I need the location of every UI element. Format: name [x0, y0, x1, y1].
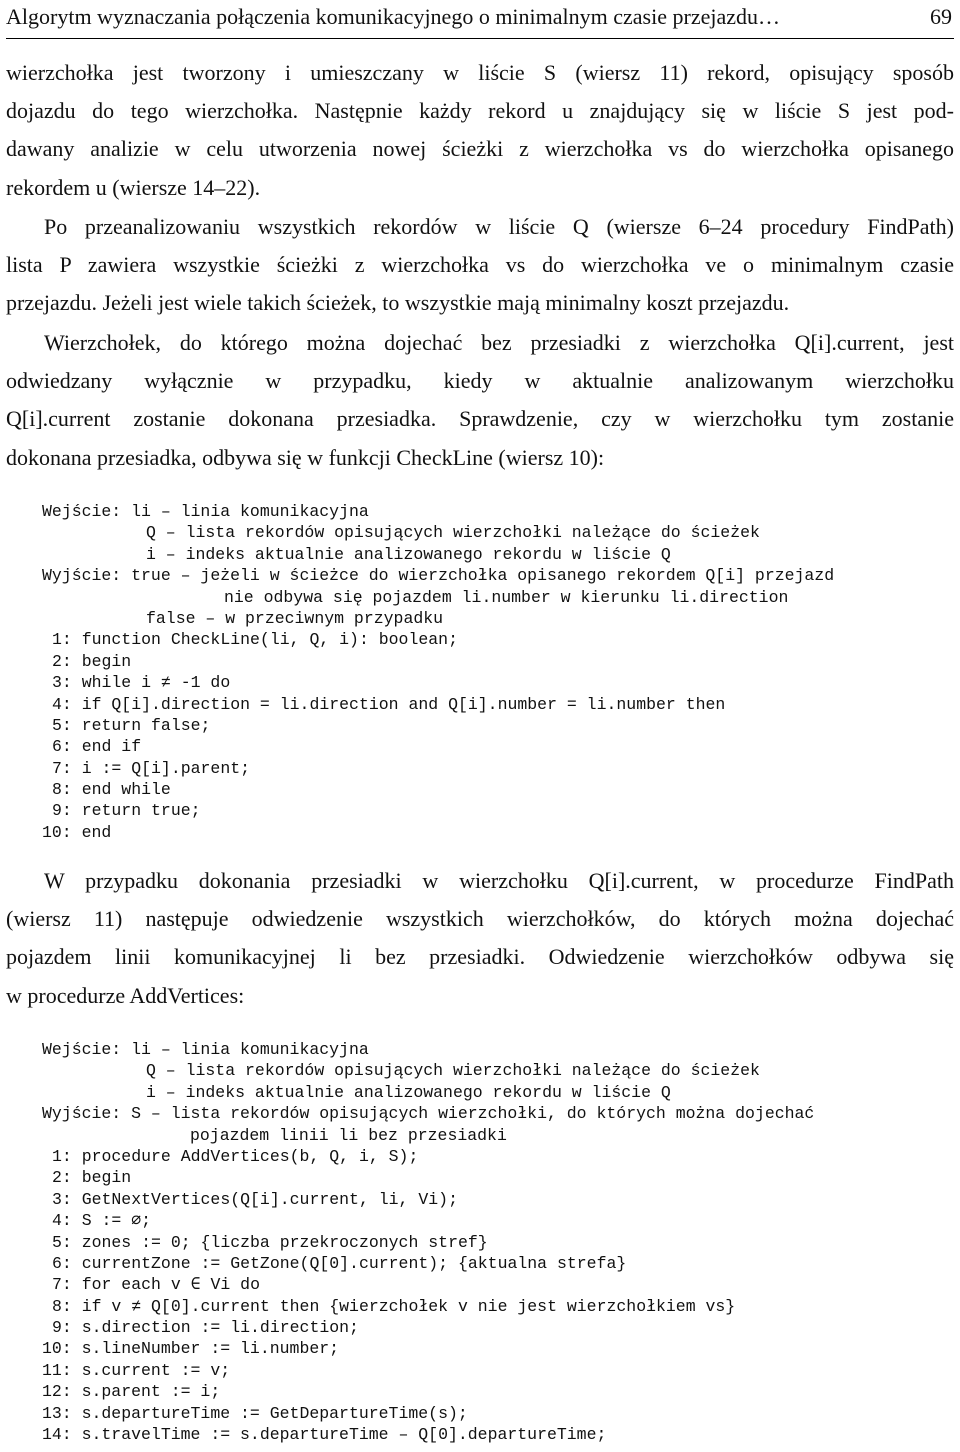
code-line: 5: zones := 0; {liczba przekroczonych stref} [52, 1232, 488, 1252]
code-line: Q – lista rekordów opisujących wierzchołki należące do ścieżek [146, 1061, 760, 1081]
paragraph-3 [6, 324, 954, 477]
code-line: 7: i := Q[i].parent; [52, 758, 251, 778]
code-line: 6: currentZone := GetZone(Q[0].current); {aktualna strefa} [52, 1253, 627, 1273]
paragraph-line: przejazdu. Jeżeli jest wiele takich ścieżek, to wszystkie mają minimalny koszt przejazdu. [6, 290, 790, 316]
paragraph-line: W przypadku dokonania przesiadki w wierzchołku Q[i].current, w procedurze FindPath [44, 868, 954, 893]
paragraph-line: Po przeanalizowaniu wszystkich rekordów w liście Q (wiersze 6–24 procedury FindPath) [44, 214, 954, 239]
paragraph-2 [6, 208, 954, 323]
code-line: 2: begin [52, 651, 132, 671]
code-line: Wyjście: S – lista rekordów opisujących wierzchołki, do których można dojechać [42, 1104, 815, 1124]
paragraph-1 [6, 54, 954, 207]
code-line: 1: function CheckLine(li, Q, i): boolean; [52, 630, 458, 650]
code-line: 1: procedure AddVertices(b, Q, i, S); [52, 1146, 419, 1166]
code-line: 9: return true; [52, 801, 201, 821]
code-line: Wejście: li – linia komunikacyjna [42, 502, 369, 521]
paragraph-line: rekordem u (wiersze 14–22). [6, 174, 261, 200]
paragraph-line: pojazdem linii komunikacyjnej li bez przesiadki. Odwiedzenie wierzchołków odbywa się [6, 944, 954, 970]
code-line: 12: s.parent := i; [42, 1382, 221, 1402]
code-line: 3: while i ≠ -1 do [52, 673, 231, 693]
paragraph-line: wierzchołka jest tworzony i umieszczany w liście S (wiersz 11) rekord, opisujący sposób [6, 60, 954, 85]
code-line: nie odbywa się pojazdem li.number w kierunku li.direction [224, 587, 789, 607]
paragraph-line: (wiersz 11) następuje odwiedzenie wszystkich wierzchołków, do których można dojechać [6, 906, 954, 932]
paragraph-line: dojazdu do tego wierzchołka. Następnie każdy rekord u znajdujący się w liście S jest pod- [6, 98, 954, 124]
paragraph-line: odwiedzany wyłącznie w przypadku, kiedy w aktualnie analizowanym wierzchołku [6, 368, 954, 394]
paragraph-line: dawany analizie w celu utworzenia nowej ścieżki z wierzchołka vs do wierzchołka opisanego [6, 136, 954, 162]
code-line: pojazdem linii li bez przesiadki [190, 1125, 507, 1145]
code-line: 6: end if [52, 737, 142, 757]
paragraph-line: Wierzchołek, do którego można dojechać bez przesiadki z wierzchołka Q[i].current, jest [44, 330, 954, 355]
code-line: 10: s.lineNumber := li.number; [42, 1339, 340, 1359]
paragraph-line: Q[i].current zostanie dokonana przesiadka. Sprawdzenie, czy w wierzchołku tym zostanie [6, 406, 954, 432]
code-line: false – w przeciwnym przypadku [146, 608, 444, 628]
code-line: 8: end while [52, 780, 171, 800]
code-listing-checkline [42, 501, 954, 843]
code-line: Wyjście: true – jeżeli w ścieżce do wierzchołka opisanego rekordem Q[i] przejazd [42, 566, 835, 586]
paragraph-line: dokonana przesiadka, odbywa się w funkcji CheckLine (wiersz 10): [6, 444, 605, 470]
code-line: 5: return false; [52, 715, 211, 735]
code-line: 8: if v ≠ Q[0].current then {wierzchołek v nie jest wierzchołkiem vs} [52, 1296, 736, 1316]
code-line: 10: end [42, 822, 112, 842]
code-line: 7: for each v ∈ Vi do [52, 1275, 260, 1295]
paragraph-4 [6, 862, 954, 1015]
code-line: 13: s.departureTime := GetDepartureTime(s); [42, 1403, 468, 1423]
code-line: 11: s.current := v; [42, 1360, 231, 1380]
code-line: 3: GetNextVertices(Q[i].current, li, Vi); [52, 1189, 458, 1209]
code-listing-addvertices [42, 1039, 954, 1445]
paragraph-line: w procedurze AddVertices: [6, 982, 245, 1008]
code-line: i – indeks aktualnie analizowanego rekordu w liście Q [146, 1082, 671, 1102]
page-number: 69 [930, 4, 952, 29]
code-line: 4: S := ∅; [52, 1211, 152, 1231]
code-line: i – indeks aktualnie analizowanego rekordu w liście Q [146, 544, 671, 564]
header-title: Algorytm wyznaczania połączenia komunikacyjnego o minimalnym czasie przejazdu… [6, 4, 780, 29]
code-line: 4: if Q[i].direction = li.direction and Q[i].number = li.number then [52, 694, 726, 714]
code-line: Q – lista rekordów opisujących wierzchołki należące do ścieżek [146, 523, 760, 543]
code-line: 9: s.direction := li.direction; [52, 1318, 359, 1338]
running-header [6, 4, 954, 39]
code-line: 2: begin [52, 1168, 132, 1188]
code-line: Wejście: li – linia komunikacyjna [42, 1040, 369, 1059]
code-line: 14: s.travelTime := s.departureTime – Q[0].departureTime; [42, 1425, 607, 1445]
paragraph-line: lista P zawiera wszystkie ścieżki z wierzchołka vs do wierzchołka ve o minimalnym czasie [6, 252, 954, 278]
